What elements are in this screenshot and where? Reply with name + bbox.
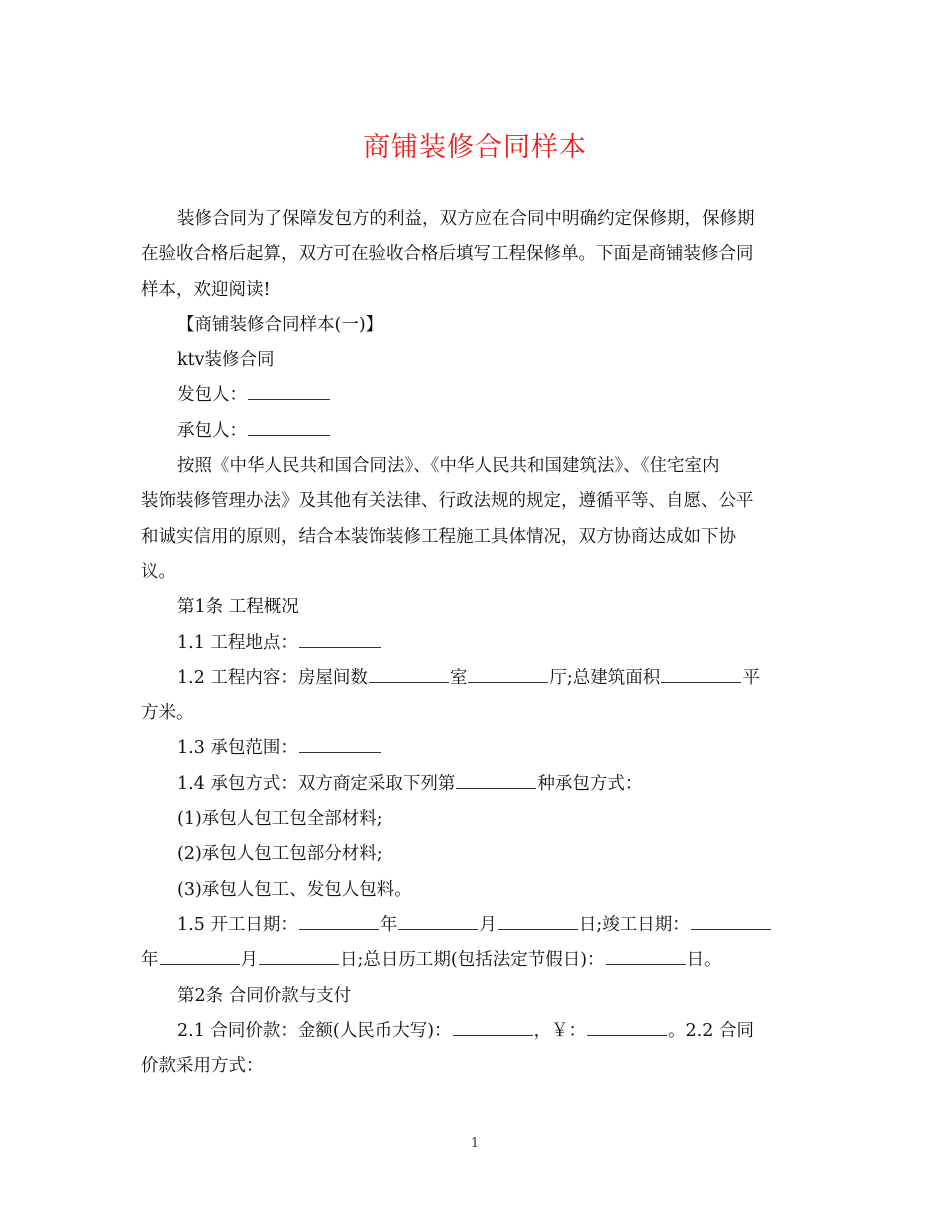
item-1-4 xyxy=(141,767,801,802)
party-a-label: 发包人： xyxy=(177,385,247,406)
item-1-2-part4: 平 xyxy=(742,667,760,688)
item-1-2-line2: 方米。 xyxy=(141,703,194,724)
basis-line: 和诚实信用的原则，结合本装饰装修工程施工具体情况，双方协商达成如下协 xyxy=(141,526,736,547)
basis-line: 议。 xyxy=(141,561,176,582)
item-1-4-suffix: 种承包方式： xyxy=(537,773,643,794)
intro-paragraph xyxy=(141,202,801,308)
day-end-label: 日;竣工日期： xyxy=(578,914,690,935)
item-1-5-prefix: 1.5 开工日期： xyxy=(177,914,298,935)
scope-blank xyxy=(299,735,381,753)
item-2-1-prefix: 2.1 合同价款：金额(人民币大写)： xyxy=(177,1020,452,1041)
basis-line: 装饰装修管理办法》及其他有关法律、行政法规的规定，遵循平等、自愿、公平 xyxy=(141,491,754,512)
item-1-5-line2 xyxy=(141,943,801,978)
year-label: 年 xyxy=(379,914,398,935)
option-2: (2)承包人包工包部分材料; xyxy=(177,844,383,865)
basis-paragraph xyxy=(141,449,801,590)
option-3: (3)承包人包工、发包人包料。 xyxy=(177,879,412,900)
item-1-2-prefix: 1.2 工程内容：房屋间数 xyxy=(177,667,368,688)
party-b-label: 承包人： xyxy=(177,420,247,441)
year2-label: 年 xyxy=(141,950,159,971)
item-1-4-prefix: 1.4 承包方式：双方商定采取下列第 xyxy=(177,773,456,794)
item-2-1 xyxy=(141,1014,801,1049)
intro-line: 样本，欢迎阅读! xyxy=(141,279,271,300)
start-day-blank xyxy=(498,912,578,930)
basis-line: 按照《中华人民共和国合同法》、《中华人民共和国建筑法》、《住宅室内 xyxy=(177,456,720,477)
amount-number-blank xyxy=(587,1018,667,1036)
document-body xyxy=(141,202,801,1084)
party-a-blank xyxy=(248,382,330,400)
section-heading: 【商铺装修合同样本(一)】 xyxy=(177,314,384,335)
party-a-line xyxy=(141,378,801,413)
article-2-heading: 第2条 合同价款与支付 xyxy=(177,985,352,1006)
item-2-1-line2: 价款采用方式： xyxy=(141,1056,264,1077)
article-1-heading: 第1条 工程概况 xyxy=(177,597,299,618)
days-label: 日。 xyxy=(686,950,722,971)
item-1-2 xyxy=(141,661,801,696)
item-1-3 xyxy=(141,731,801,766)
end-day-blank xyxy=(259,947,339,965)
intro-line: 装修合同为了保障发包方的利益，双方应在合同中明确约定保修期，保修期 xyxy=(177,209,755,229)
item-2-1-suffix: 。2.2 合同 xyxy=(668,1020,754,1041)
document-title: 商铺装修合同样本 xyxy=(363,132,587,163)
item-2-1-mid: ，￥： xyxy=(533,1020,587,1041)
month2-label: 月 xyxy=(240,950,258,971)
item-1-1 xyxy=(141,626,801,661)
rooms-blank xyxy=(369,665,449,683)
option-1: (1)承包人包工包全部材料; xyxy=(177,809,383,830)
end-year-blank xyxy=(691,912,771,930)
intro-line: 在验收合格后起算，双方可在验收合格后填写工程保修单。下面是商铺装修合同 xyxy=(141,244,754,265)
start-year-blank xyxy=(299,912,379,930)
item-1-3-label: 1.3 承包范围： xyxy=(177,738,298,759)
method-blank xyxy=(456,771,536,789)
month-label: 月 xyxy=(479,914,497,935)
contract-name: ktv装修合同 xyxy=(177,350,275,371)
item-1-1-label: 1.1 工程地点： xyxy=(177,632,298,653)
item-1-5 xyxy=(141,908,801,943)
amount-words-blank xyxy=(453,1018,533,1036)
start-month-blank xyxy=(398,912,478,930)
end-month-blank xyxy=(160,947,240,965)
party-b-line xyxy=(141,414,801,449)
total-days-blank xyxy=(606,947,686,965)
halls-blank xyxy=(468,665,548,683)
item-1-2-part3: 厅;总建筑面积 xyxy=(549,667,661,688)
party-b-blank xyxy=(248,418,330,436)
location-blank xyxy=(299,630,381,648)
area-blank xyxy=(661,665,741,683)
day2-label: 日;总日历工期(包括法定节假日)： xyxy=(340,950,605,971)
page-number: 1 xyxy=(470,1136,480,1151)
item-1-2-part2: 室 xyxy=(449,667,468,688)
